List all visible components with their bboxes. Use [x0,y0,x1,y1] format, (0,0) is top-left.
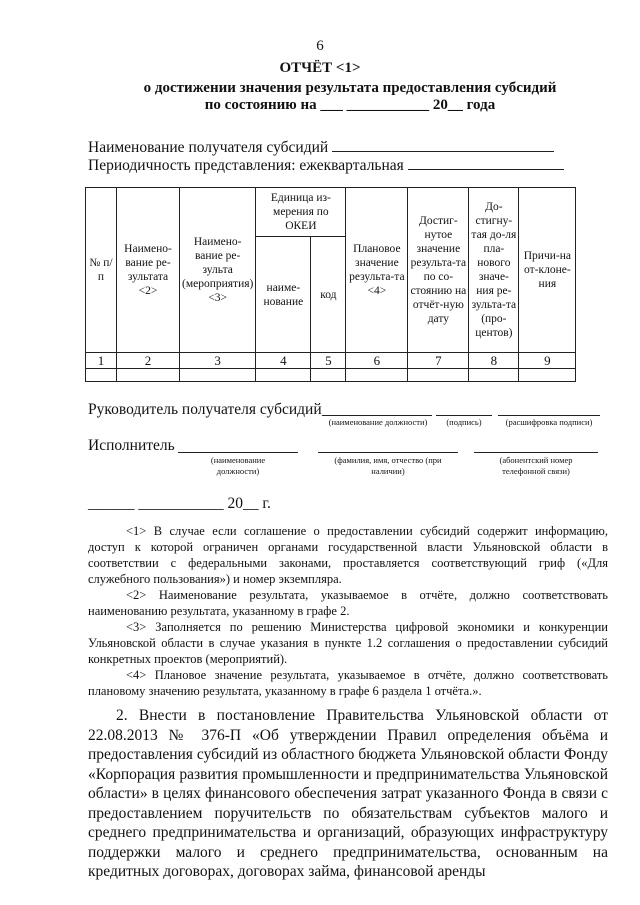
caption-position: (наименование должности) [328,417,428,427]
page-number: 6 [316,38,324,54]
column-number: 2 [117,353,180,369]
column-number: 5 [311,353,346,369]
col-header-okei: Единица из-мерения по ОКЕИ [256,188,346,237]
col-header-deviation-reason: Причи-на от-клоне-ния [519,188,576,353]
recipient-blank [332,137,554,152]
footnote-3: <3> Заполняется по решению Министерства цифровой экономики и конкуренции Ульяновской области в случае указания в пункте 1.2 соглашения о предоставлении субсидий конкретных проектов (мероприятий). [88,620,608,666]
head-position-line [322,414,432,416]
col-header-okei-name: наиме-нование [256,237,311,353]
periodicity-field [88,155,564,175]
executor-phone-line [474,451,598,453]
table-row [86,369,576,382]
head-signature-label: Руководитель получателя субсидий [88,401,322,418]
caption-executor-name: (фамилия, имя, отчество (при наличии) [334,455,442,476]
col-header-achieved-value: Достиг-нутое значение результа-та по со-стоянию на отчёт-ную дату [408,188,469,353]
report-table [85,187,576,382]
head-signature-line [436,414,492,416]
caption-executor-phone: (абонентский номер телефонной связи) [499,455,573,476]
col-header-event-name: Наимено-вание ре-зульта (мероприятия) <3> [180,188,256,353]
executor-label: Исполнитель [88,437,175,454]
periodicity-blank [408,155,564,170]
caption-signature: (подпись) [446,417,482,427]
col-header-number: № п/п [86,188,117,353]
head-decode-line [498,414,600,416]
column-number: 7 [408,353,469,369]
column-number: 6 [346,353,408,369]
footnote-2: <2> Наименование результата, указываемое в отчёте, должно соответствовать наименованию результата, указанному в графе 2. [88,588,608,618]
col-header-achieved-share: До-стигну-тая до-ля пла-нового значе-ния ре-зульта-та (про-центов) [469,188,519,353]
report-as-of-date: по состоянию на ___ ___________ 20__ года [204,97,496,113]
caption-executor-position: (наименование должности) [210,455,266,476]
column-number: 8 [469,353,519,369]
report-date-line: ______ ___________ 20__ г. [88,495,271,512]
column-number: 1 [86,353,117,369]
footnote-4: <4> Плановое значение результата, указываемое в отчёте, должно соответствовать плановому значению результата, указанному в графе 6 раздела 1 отчёта.». [88,668,608,698]
executor-position-line [178,451,298,453]
col-header-okei-code: код [311,237,346,353]
executor-name-line [318,451,458,453]
report-title: ОТЧЁТ <1> [279,60,361,76]
col-header-planned-value: Плановое значение результа-та <4> [346,188,408,353]
column-number: 4 [256,353,311,369]
report-subtitle: о достижении значения результата предоставления субсидий [143,80,557,96]
column-number: 9 [519,353,576,369]
body-paragraph [88,706,608,882]
recipient-field [88,137,554,157]
column-number: 3 [180,353,256,369]
caption-decode: (расшифровка подписи) [505,417,593,427]
body-text: 2. Внести в постановление Правительства Ульяновской области от 22.08.2013 № 376-П «Об утверждении Правил определения объёма и предоставления субсидий из областного бюджета Ульяновской области Фонду «Корпорация развития промышленности и предпринимательства Ульяновской области» в целях финансового обеспечения затрат указанного Фонда в связи с предоставлением поручительств по обязательствам субъектов малого и среднего предпринимательства и организаций, образующих инфраструктуру поддержки малого и среднего предпринимательства, основанным на кредитных договорах, договорах займа, финансовой аренды [88,707,608,880]
recipient-label: Наименование получателя субсидий [88,139,329,156]
col-header-result-name: Наимено-вание ре-зультата <2> [117,188,180,353]
periodicity-label: Периодичность представления: ежеквартальная [88,157,404,174]
column-numbers-row [86,353,576,369]
footnote-1: <1> В случае если соглашение о предоставлении субсидий содержит информацию, доступ к которой ограничен органами государственной власти Ульяновской области в соответствии с федеральными законами, проставляется соответствующий гриф («Для служебного пользования») и номер экземпляра. [88,524,608,586]
